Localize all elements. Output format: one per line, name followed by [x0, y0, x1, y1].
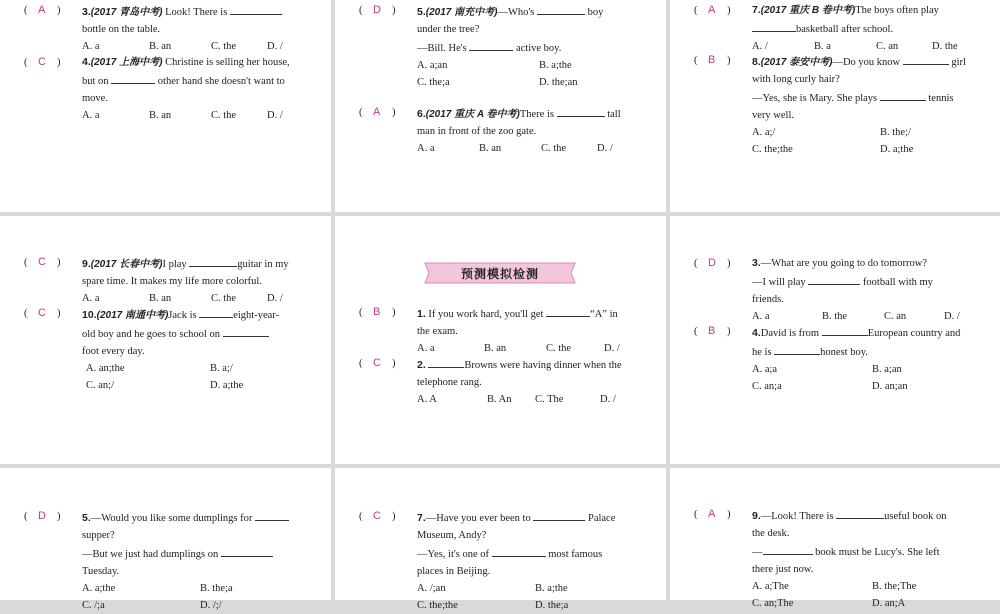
options: A. / B. a C. an D. the	[752, 41, 958, 52]
mock-question-3: ( D ) 3.—What are you going to do tomorrow? —I will play football with my friends. A. a B. the C. an D. /	[694, 255, 994, 325]
answer-blank	[469, 38, 513, 51]
options: A. A B. An C. The D. /	[417, 394, 616, 405]
mock-question-7: ( C ) 7.—Have you ever been to Palace Museum, Andy? —Yes, it's one of most famous places in Beijing. A. /;an B. a;the C. the;the D. the;a	[359, 508, 659, 614]
answer-blank	[903, 52, 949, 65]
slide-5	[335, 216, 666, 464]
question-7: ( A ) 7.(2017 重庆 B 卷中考)The boys often play basketball after school. A. / B. a C. an D. the	[694, 2, 994, 55]
options: C. an;/ D. a;the	[86, 380, 244, 391]
options: A. a;a B. a;an	[752, 364, 902, 375]
slide-2	[335, 0, 666, 212]
answer-letter: A	[38, 4, 46, 16]
answer-blank	[221, 544, 273, 557]
answer-letter: B	[708, 325, 716, 337]
options: A. /;an B. a;the	[417, 583, 568, 594]
options: A. a B. an C. the D. /	[82, 41, 283, 52]
question-9: ( C ) 9.(2017 长春中考)I play guitar in my spare time. It makes my life more colorful. A. a B. an C. the D. /	[24, 254, 324, 307]
answer-blank	[557, 104, 605, 117]
question-5: ( D ) 5.(2017 南充中考)—Who's boy under the tree? —Bill. He's active boy. A. a;an B. a;the C. the;a D. the;an	[359, 2, 659, 91]
answer-blank	[492, 544, 546, 557]
options: A. a B. an C. the D. /	[82, 110, 283, 121]
answer-letter: D	[38, 510, 46, 522]
options: A. a;The B. the;The	[752, 581, 917, 592]
options: A. a;the B. the;a	[82, 583, 233, 594]
options: A. a;an B. a;the	[417, 60, 572, 71]
slide-4	[0, 216, 331, 464]
answer-blank	[230, 2, 282, 15]
answer-blank	[763, 542, 813, 555]
slide-1	[0, 0, 331, 212]
answer-letter: D	[373, 4, 381, 16]
answer-letter: C	[373, 357, 381, 369]
answer-blank	[223, 324, 269, 337]
slide-7	[0, 468, 331, 611]
section-title: 预测模拟检测	[460, 267, 539, 281]
answer-letter: C	[38, 56, 46, 68]
answer-blank	[880, 88, 926, 101]
options: A. a B. the C. an D. /	[752, 311, 960, 322]
answer-blank	[808, 272, 860, 285]
answer-blank	[774, 342, 820, 355]
mock-question-4: ( B ) 4.David is from European country and he is honest boy. A. a;a B. a;an C. an;a D. an;an	[694, 323, 994, 395]
answer-blank	[189, 254, 237, 267]
answer-letter: A	[708, 508, 716, 520]
mock-question-1: ( B ) 1. If you work hard, you'll get “A” in the exam. A. a B. an C. the D. /	[359, 304, 659, 357]
answer-letter: C	[38, 256, 46, 268]
answer-blank	[752, 19, 796, 32]
options: C. an;a D. an;an	[752, 381, 908, 392]
slide-3	[670, 0, 1000, 212]
mock-question-2: ( C ) 2. Browns were having dinner when the telephone rang. A. A B. An C. The D. /	[359, 355, 659, 408]
options: A. a B. an C. the D. /	[417, 343, 620, 354]
question-4: ( C ) 4.(2017 上海中考) Christine is selling her house, but on other hand she doesn't want to move. A. a B. an C. the D. /	[24, 54, 324, 124]
question-10: ( C ) 10.(2017 南通中考)Jack is eight-year- old boy and he goes to school on foot every day. A. an;the B. a;/ C. an;/ D. a;the	[24, 305, 324, 394]
options: A. a B. an C. the D. /	[417, 143, 613, 154]
slide-8	[335, 468, 666, 611]
options: C. an;The D. an;A	[752, 598, 906, 609]
answer-letter: C	[38, 307, 46, 319]
answer-blank	[537, 2, 585, 15]
answer-letter: A	[708, 4, 716, 16]
answer-blank	[533, 508, 585, 521]
options: C. the;the D. a;the	[752, 144, 914, 155]
slide-9	[670, 468, 1000, 609]
answer-blank	[111, 71, 155, 84]
answer-letter: C	[373, 510, 381, 522]
answer-blank	[822, 323, 868, 336]
section-banner	[421, 260, 579, 286]
answer-blank	[199, 305, 233, 318]
mock-question-9: ( A ) 9.—Look! There is useful book on the desk. — book must be Lucy's. She left there just now. A. a;The B. the;The C. an;The D. an;A	[694, 506, 994, 612]
answer-blank	[428, 355, 464, 368]
question-8: ( B ) 8.(2017 泰安中考)—Do you know girl with long curly hair? —Yes, she is Mary. She plays tennis very well. A. a;/ B. the;/ C. the;the D. a;the	[694, 52, 994, 158]
options: A. a;/ B. the;/	[752, 127, 911, 138]
options: A. an;the B. a;/	[86, 363, 233, 374]
answer-blank	[836, 506, 884, 519]
options: C. the;a D. the;an	[417, 77, 578, 88]
answer-letter: B	[373, 306, 381, 318]
answer-blank	[255, 508, 289, 521]
question-6: ( A ) 6.(2017 重庆 A 卷中考)There is tall man in front of the zoo gate. A. a B. an C. the D. /	[359, 104, 659, 157]
answer-letter: D	[708, 257, 716, 269]
answer-letter: A	[373, 106, 381, 118]
options: C. the;the D. the;a	[417, 600, 569, 611]
options: C. /;a D. /;/	[82, 600, 222, 611]
question-3: ( A ) 3.(2017 青岛中考) Look! There is bottle on the table. A. a B. an C. the D. /	[24, 2, 324, 55]
options: A. a B. an C. the D. /	[82, 293, 283, 304]
answer-letter: B	[708, 54, 716, 66]
slide-6	[670, 216, 1000, 464]
answer-blank	[546, 304, 590, 317]
mock-question-5: ( D ) 5.—Would you like some dumplings for supper? —But we just had dumplings on Tuesday. A. a;the B. the;a C. /;a D. /;/	[24, 508, 324, 614]
